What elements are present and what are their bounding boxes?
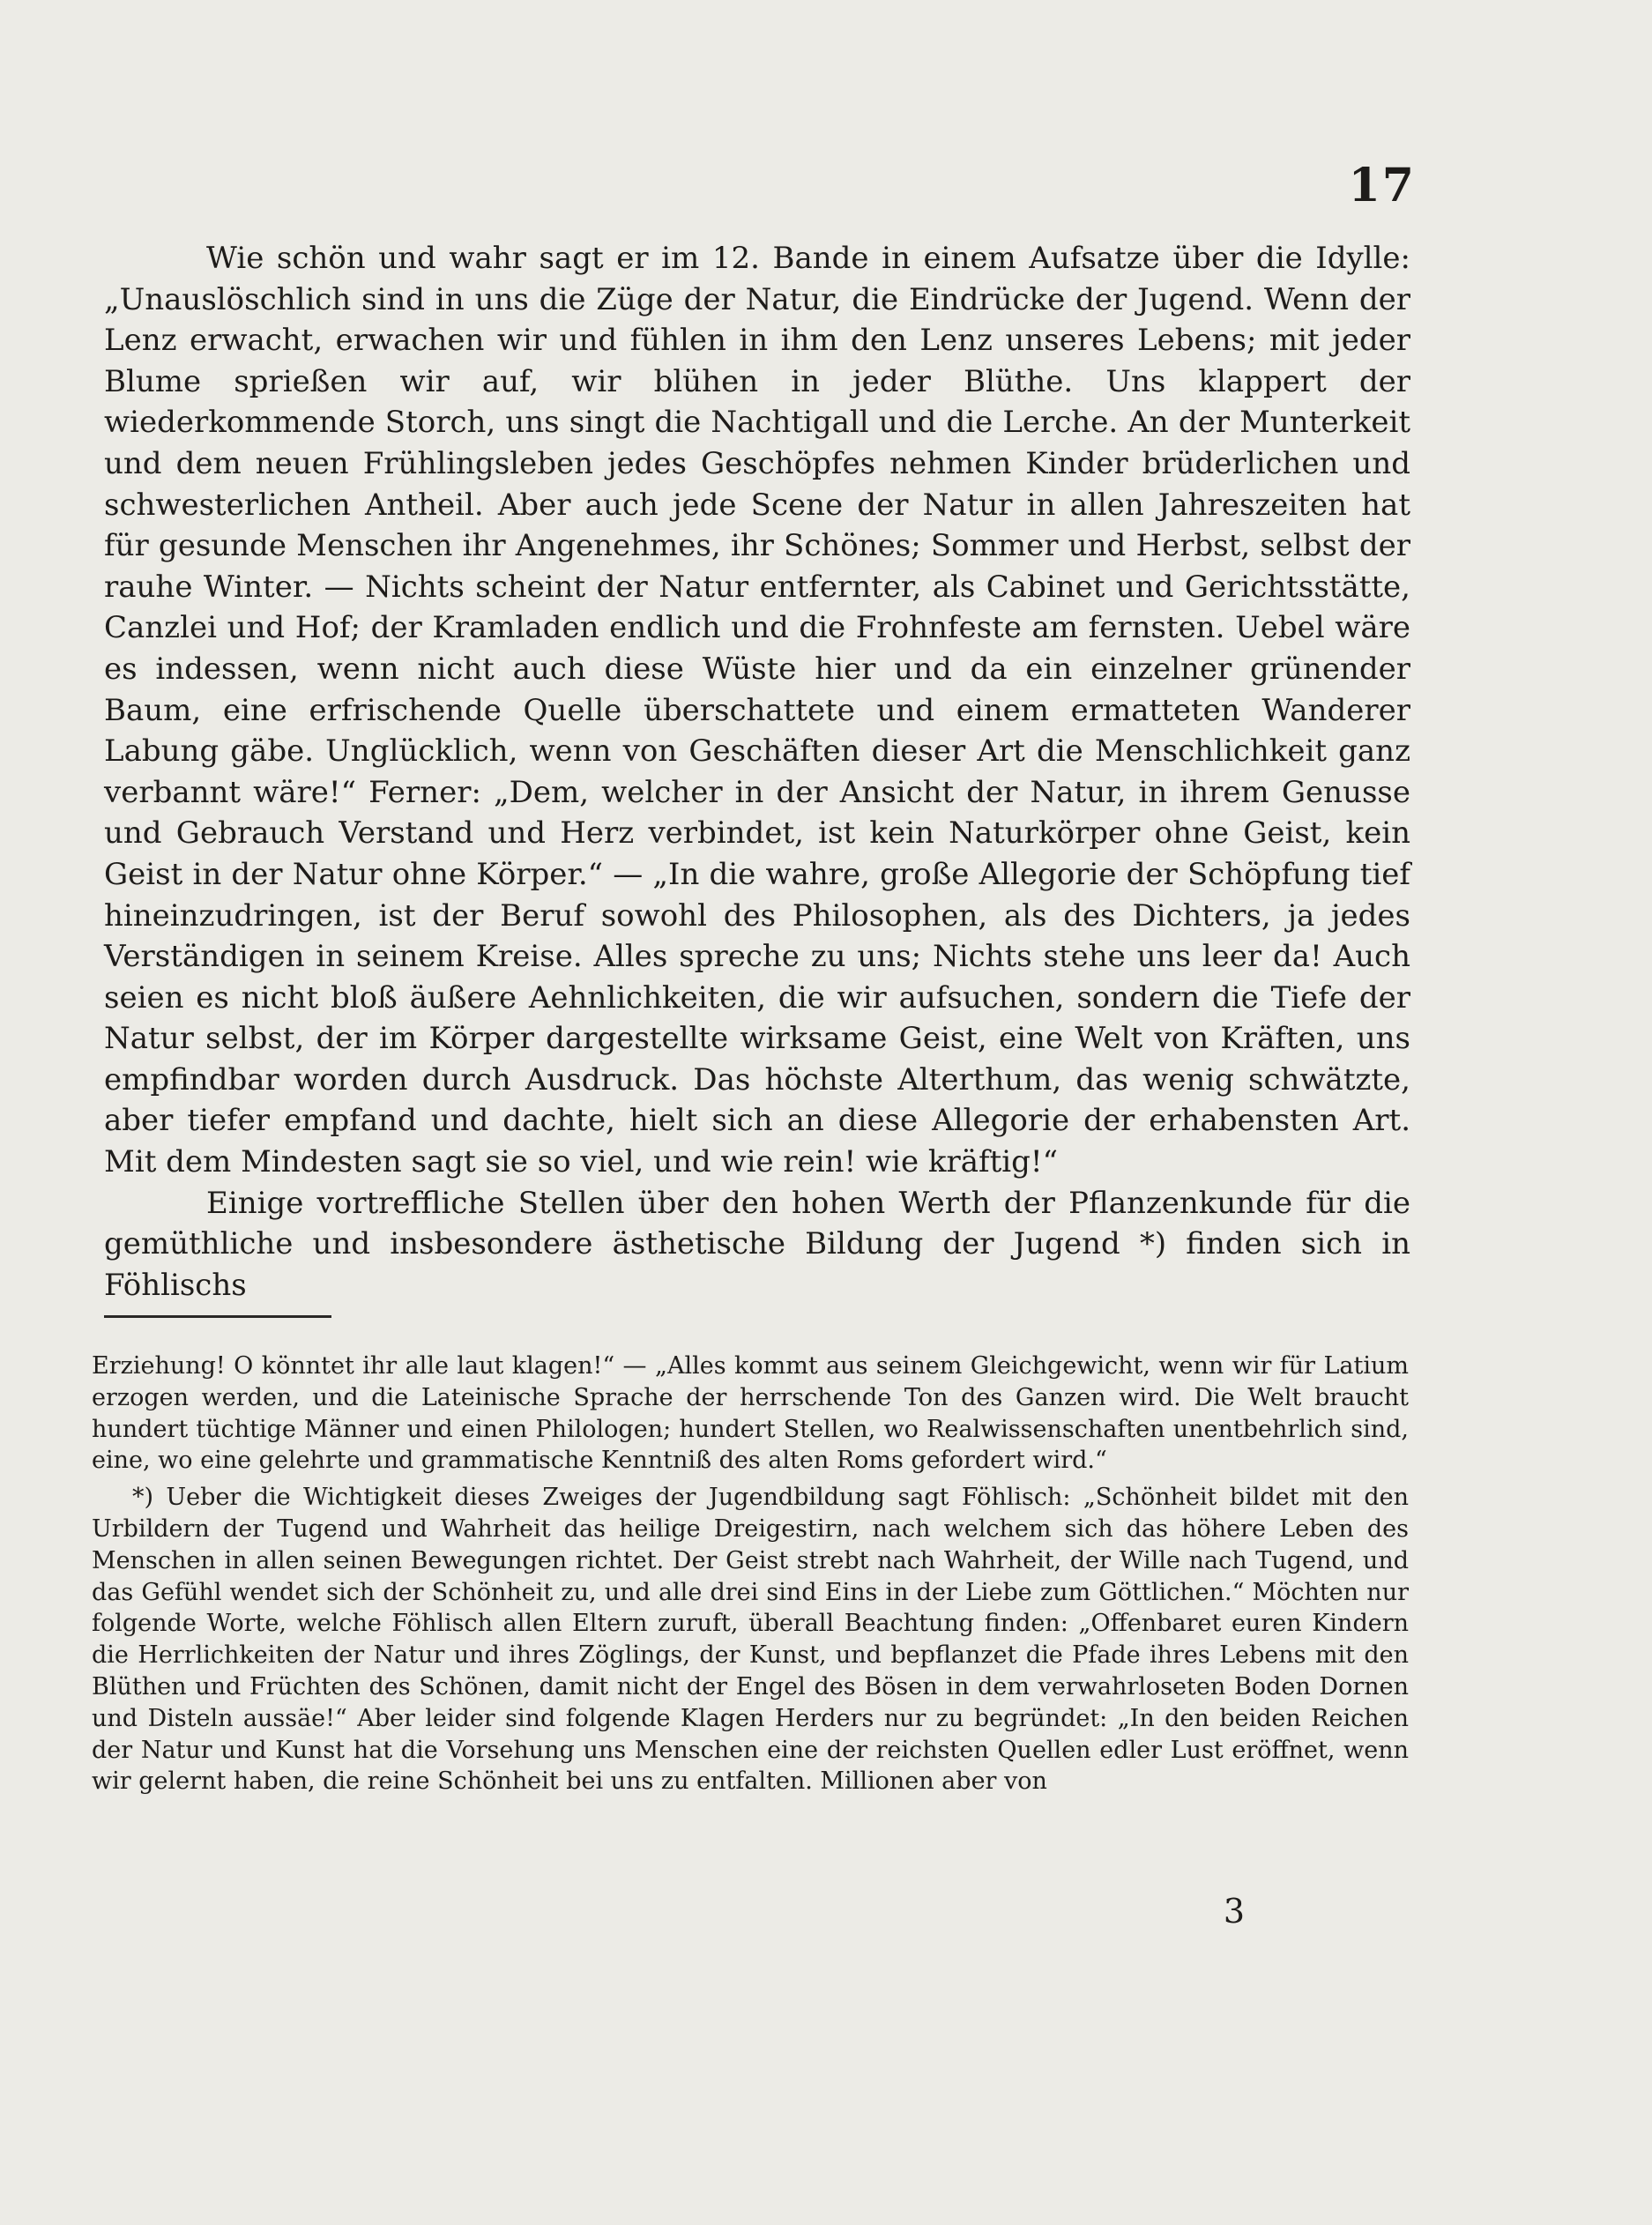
page-number: 17 (1348, 159, 1416, 212)
footnotes (92, 1351, 1409, 1797)
main-text (104, 238, 1410, 1306)
paragraph-pflanzenkunde: Einige vortreffliche Stellen über den hohen Werth der Pflanzenkunde für die gemüthliche und insbesondere ästhetische Bildung der Jugend *) finden sich in Föhlischs (104, 1185, 1410, 1303)
signature-mark: 3 (1223, 1892, 1245, 1931)
paragraph-idylle: Wie schön und wahr sagt er im 12. Bande in einem Aufsatze über die Idylle: „Unauslöschlich sind in uns die Züge der Natur, die Eindrücke der Jugend. Wenn der Lenz erwacht, erwachen wir und fühlen in ihm den Lenz unseres Lebens; mit jeder Blume sprießen wir auf, wir blühen in jeder Blüthe. Uns klappert der wiederkommende Storch, uns singt die Nachtigall und die Lerche. An der Munterkeit und dem neuen Frühlingsleben jedes Geschöpfes nehmen Kinder brüderlichen und schwesterlichen Antheil. Aber auch jede Scene der Natur in allen Jahreszeiten hat für gesunde Menschen ihr Angenehmes, ihr Schönes; Sommer und Herbst, selbst der rauhe Winter. — Nichts scheint der Natur entfernter, als Cabinet und Gerichtsstätte, Canzlei und Hof; der Kramladen endlich und die Frohnfeste am fernsten. Uebel wäre es indessen, wenn nicht auch diese Wüste hier und da ein einzelner grünender Baum, eine erfrischende Quelle überschattete und einem ermatteten Wanderer Labung gäbe. Unglücklich, wenn von Geschäften dieser Art die Menschlichkeit ganz verbannt wäre!“ Ferner: „Dem, welcher in der Ansicht der Natur, in ihrem Genusse und Gebrauch Verstand und Herz verbindet, ist kein Naturkörper ohne Geist, kein Geist in der Natur ohne Körper.“ — „In die wahre, große Allegorie der Schöpfung tief hineinzudringen, ist der Beruf sowohl des Philosophen, als des Dichters, ja jedes Verständigen in seinem Kreise. Alles spreche zu uns; Nichts stehe uns leer da! Auch seien es nicht bloß äußere Aehnlichkeiten, die wir aufsuchen, sondern die Tiefe der Natur selbst, der im Körper dargestellte wirksame Geist, eine Welt von Kräften, uns empfindbar worden durch Ausdruck. Das höchste Alterthum, das wenig schwätzte, aber tiefer empfand und dachte, hielt sich an diese Allegorie der erhabensten Art. Mit dem Mindesten sagt sie so viel, und wie rein! wie kräftig!“ (104, 241, 1410, 1180)
footnote-rule (104, 1315, 331, 1318)
footnote-continuation: Erziehung! O könntet ihr alle laut klagen!“ — „Alles kommt aus seinem Gleichgewicht, wenn wir für Latium erzogen werden, und die Lateinische Sprache der herrschende Ton des Ganzen wird. Die Welt braucht hundert tüchtige Männer und einen Philologen; hundert Stellen, wo Realwissenschaften unentbehrlich sind, eine, wo eine gelehrte und grammatische Kenntniß des alten Roms gefordert wird.“ (92, 1352, 1409, 1475)
footnote-asterisk: *) Ueber die Wichtigkeit dieses Zweiges der Jugendbildung sagt Föhlisch: „Schönheit bildet mit den Urbildern der Tugend und Wahrheit das heilige Dreigestirn, nach welchem sich das höhere Leben des Menschen in allen seinen Bewegungen richtet. Der Geist strebt nach Wahrheit, der Wille nach Tugend, und das Gefühl wendet sich der Schönheit zu, und alle drei sind Eins in der Liebe zum Göttlichen.“ Möchten nur folgende Worte, welche Föhlisch allen Eltern zuruft, überall Beachtung finden: „Offenbaret euren Kindern die Herrlichkeiten der Natur und ihres Zöglings, der Kunst, und bepflanzet die Pfade ihres Lebens mit den Blüthen und Früchten des Schönen, damit nicht der Engel des Bösen in dem verwahrloseten Boden Dornen und Disteln aussäe!“ Aber leider sind folgende Klagen Herders nur zu begründet: „In den beiden Reichen der Natur und Kunst hat die Vorsehung uns Menschen eine der reichsten Quellen edler Lust eröffnet, wenn wir gelernt haben, die reine Schönheit bei uns zu entfalten. Millionen aber von (92, 1484, 1409, 1796)
